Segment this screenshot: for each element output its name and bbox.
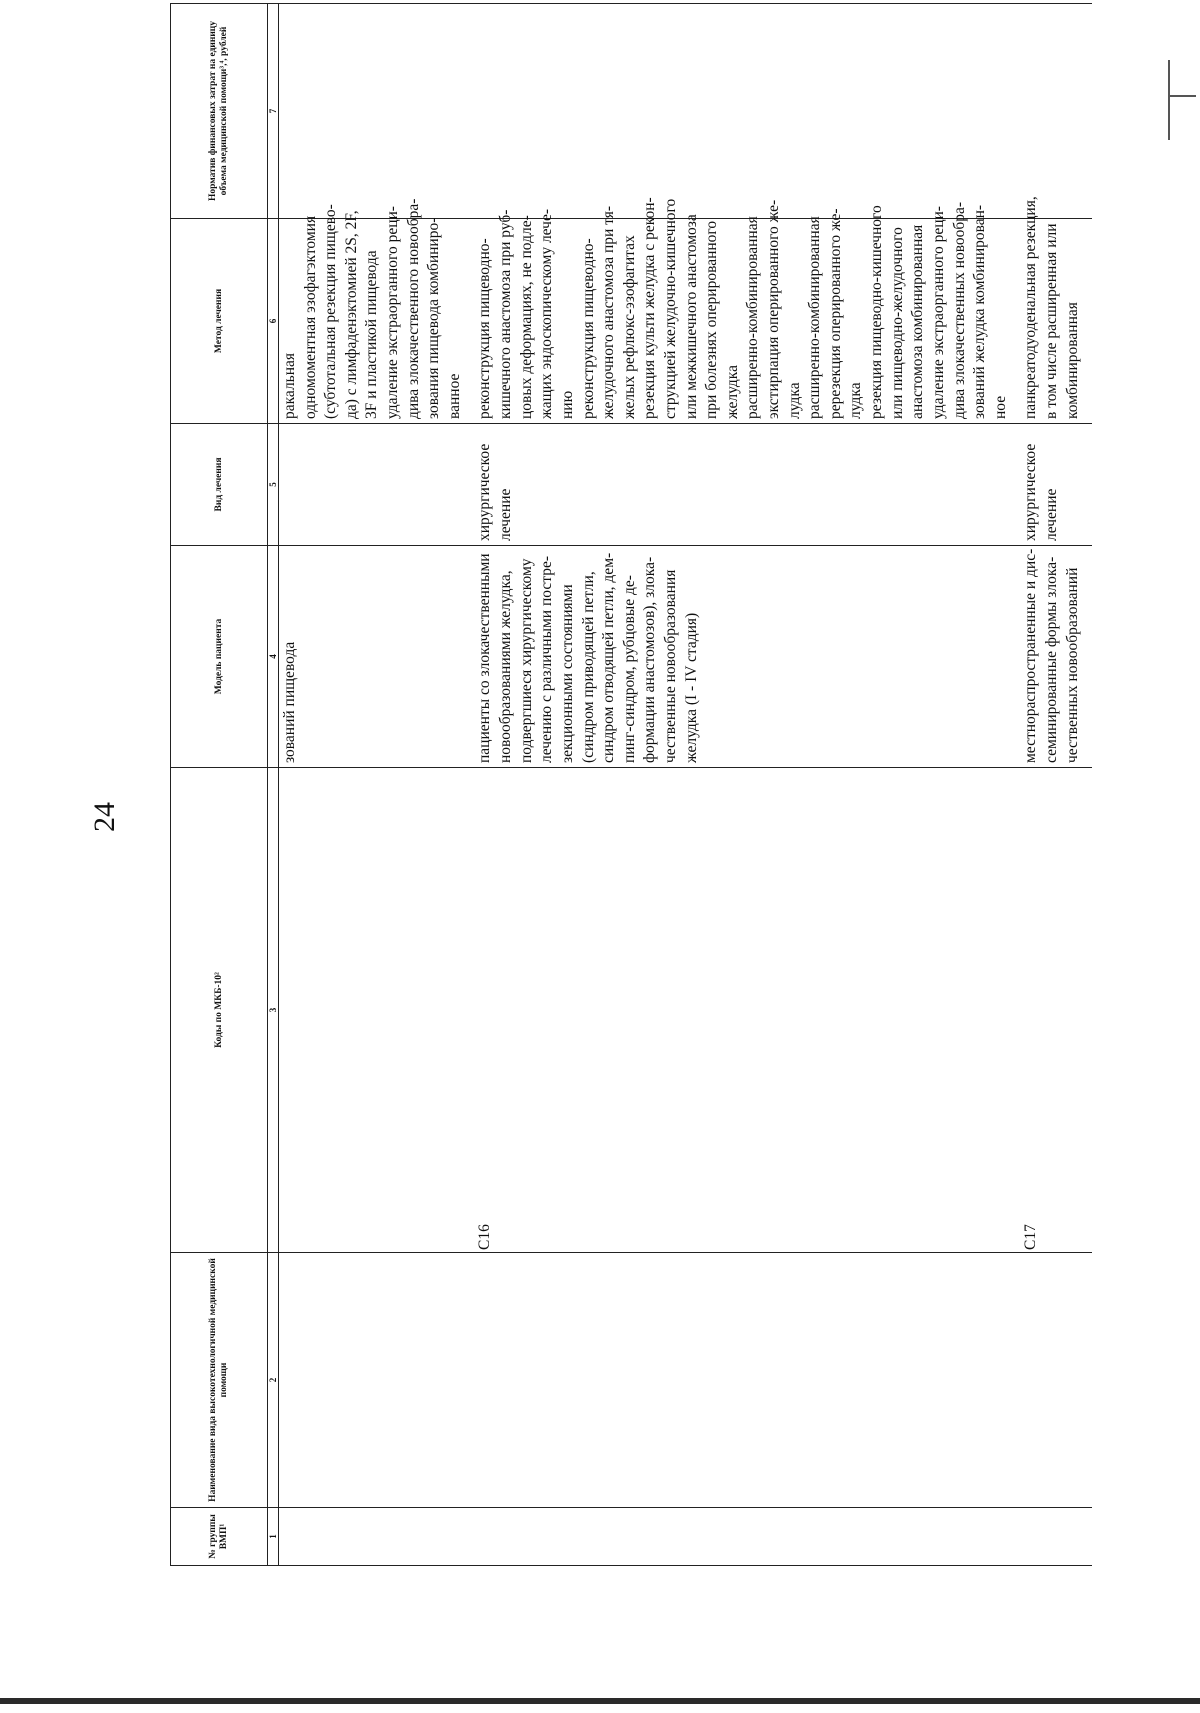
text-line: жащих эндоскопическому лече-	[538, 208, 556, 419]
text-line: лечение	[497, 488, 515, 541]
spacer-cell	[1012, 1508, 1020, 1566]
column-number: 5	[268, 424, 279, 546]
text-line: анастомоза комбинированная	[909, 224, 927, 419]
spacer-cell	[1012, 1253, 1020, 1508]
text-line: ререзекция оперированного же-	[826, 208, 844, 419]
spacer-cell	[1084, 1253, 1092, 1508]
text-line: (синдром приводящей петли,	[579, 571, 597, 763]
cell-treatment-method	[474, 197, 1012, 424]
medical-care-table	[170, 3, 1092, 1566]
cell-group-number	[1020, 1508, 1084, 1566]
text-line: нию	[558, 390, 576, 419]
text-line: лудка	[847, 382, 865, 419]
cell-treatment-method	[279, 198, 467, 424]
cell-patient-model	[1020, 546, 1084, 768]
spacer-cell	[466, 1253, 474, 1508]
spacer-cell	[1084, 768, 1092, 1253]
spacer-cell	[1012, 424, 1020, 546]
cell-group-number	[474, 1508, 1012, 1566]
column-number-row	[268, 4, 279, 1566]
column-number: 3	[268, 768, 279, 1253]
cell-icd-code: C17	[1020, 768, 1084, 1253]
text-line: реконструкция пищеводно-	[476, 238, 494, 419]
text-line: дива злокачественных новообра-	[950, 201, 968, 419]
text-line: желудочного анастомоза при тя-	[600, 205, 618, 419]
text-line: при болезнях оперированного	[703, 220, 721, 419]
text-line: местнораспространенные и дис-	[1022, 548, 1040, 763]
spacer-cell	[1084, 1508, 1092, 1566]
header-care-type-name: Наименование вида высокотехнологичной медицинской помощи	[171, 1253, 268, 1508]
spacer-cell	[466, 4, 474, 219]
row-spacer	[466, 4, 474, 1566]
text-line: или пищеводно-желудочного	[888, 227, 906, 419]
cell-treatment-type	[474, 424, 1012, 546]
header-treatment-method: Метод лечения	[171, 219, 268, 424]
text-line: хирургическое	[1022, 443, 1040, 541]
text-line: пинг-синдром, рубцовые де-	[620, 575, 638, 763]
text-line: желых рефлюкс-эзофагитах	[620, 235, 638, 419]
text-line: удаление экстраорганного реци-	[384, 206, 402, 419]
text-line: расширенно-комбинированная	[806, 216, 824, 419]
spacer-cell	[1084, 424, 1092, 546]
table-body	[279, 4, 1093, 1566]
spacer-cell	[466, 424, 474, 546]
text-line: экстирпация оперированного же-	[765, 199, 783, 419]
text-line: (субтотальная резекция пищево-	[322, 204, 340, 419]
header-financial-norm: Норматив финансовых затрат на единицу объема медицинской помощи³,⁴, рублей	[171, 4, 268, 219]
text-line: хирургическое	[476, 443, 494, 541]
cell-financial-norm	[279, 4, 467, 219]
table-row	[1020, 4, 1084, 1566]
header-icd-codes: Коды по МКБ-10²	[171, 768, 268, 1253]
cell-treatment-type	[279, 424, 467, 546]
spacer-cell	[466, 1508, 474, 1566]
spacer-cell	[466, 219, 474, 424]
row-spacer	[1084, 4, 1092, 1566]
text-line: формации анастомозов), злока-	[641, 556, 659, 763]
cell-care-type-name	[1020, 1253, 1084, 1508]
text-line: желудка	[723, 365, 741, 419]
column-number: 4	[268, 546, 279, 768]
header-group-number: № группы ВМП¹	[171, 1508, 268, 1566]
spacer-cell	[1012, 4, 1020, 219]
text-line: чественных новообразований	[1063, 567, 1081, 763]
text-line: ракальная	[281, 352, 298, 419]
text-line: зекционными состояниями	[558, 584, 576, 763]
text-line: подвергшиеся хирургическому	[517, 558, 535, 763]
cell-treatment-type	[1020, 424, 1084, 546]
text-line: дива злокачественного новообра-	[404, 198, 422, 419]
text-line: синдром отводящей петли, дем-	[600, 552, 618, 763]
cell-care-type-name	[474, 1253, 1012, 1508]
text-line: резекция пищеводно-кишечного	[868, 205, 886, 419]
text-line: панкреатодуоденальная резекция,	[1022, 196, 1040, 419]
scan-artifact	[1168, 95, 1196, 97]
scan-artifact	[1168, 60, 1170, 140]
text-line: ное	[991, 395, 1009, 419]
cell-icd-code	[279, 768, 467, 1253]
spacer-cell	[1084, 219, 1092, 424]
spacer-cell	[1012, 768, 1020, 1253]
text-line: расширенно-комбинированная	[744, 216, 762, 419]
header-patient-model: Модель пациента	[171, 546, 268, 768]
column-number: 2	[268, 1253, 279, 1508]
text-line: в том числе расширенная или	[1042, 223, 1060, 419]
text-line: 3F и пластикой пищевода	[363, 250, 381, 419]
scan-edge-line	[0, 1698, 1200, 1704]
cell-care-type-name	[279, 1253, 467, 1508]
table-row	[474, 4, 1012, 1566]
spacer-cell	[466, 546, 474, 768]
text-line: или межкишечного анастомоза	[682, 214, 700, 419]
cell-financial-norm	[474, 4, 1012, 219]
text-line: реконструкция пищеводно-	[579, 238, 597, 419]
text-line: зований желудка комбинирован-	[971, 204, 989, 419]
cell-patient-model	[279, 546, 467, 768]
column-number: 6	[268, 219, 279, 424]
column-number: 7	[268, 4, 279, 219]
text-line: комбинированная	[1063, 302, 1081, 419]
spacer-cell	[1084, 546, 1092, 768]
text-line: желудка (I - IV стадия)	[682, 612, 700, 763]
cell-icd-code: C16	[474, 768, 1012, 1253]
cell-patient-model	[474, 546, 1012, 768]
header-row	[171, 4, 268, 1566]
table-row	[279, 4, 467, 1566]
text-line: цовых деформациях, не подле-	[517, 215, 535, 419]
spacer-cell	[1012, 219, 1020, 424]
text-line: да) с лимфаденэктомией 2S, 2F,	[342, 210, 360, 419]
text-line: пациенты со злокачественными	[476, 553, 494, 763]
row-spacer	[1012, 4, 1020, 1566]
text-line: лечению с различными постре-	[538, 555, 556, 763]
text-line: резекция культи желудка с рекон-	[641, 197, 659, 419]
cell-group-number	[279, 1508, 467, 1566]
text-line: одномоментная эзофагэктомия	[301, 215, 319, 419]
text-line: струкцией желудочно-кишечного	[661, 198, 679, 419]
text-line: зования пищевода комбиниро-	[425, 217, 443, 419]
text-line: кишечного анастомоза при руб-	[497, 209, 515, 419]
header-treatment-type: Вид лечения	[171, 424, 268, 546]
text-line: семинированные формы злока-	[1042, 556, 1060, 763]
text-line: удаление экстраорганного реци-	[929, 206, 947, 419]
spacer-cell	[466, 768, 474, 1253]
text-line: лечение	[1042, 488, 1060, 541]
rotated-table-wrapper	[170, 6, 1081, 1566]
spacer-cell	[1012, 546, 1020, 768]
page-number: 24	[88, 802, 121, 832]
text-line: лудка	[785, 382, 803, 419]
cell-financial-norm	[1020, 4, 1084, 219]
text-line: зований пищевода	[281, 641, 298, 763]
spacer-cell	[1084, 4, 1092, 219]
text-line: ванное	[445, 373, 463, 419]
text-line: чественные новообразования	[661, 569, 679, 763]
cell-treatment-method	[1020, 196, 1084, 424]
text-line: новообразованиями желудка,	[497, 570, 515, 763]
column-number: 1	[268, 1508, 279, 1566]
